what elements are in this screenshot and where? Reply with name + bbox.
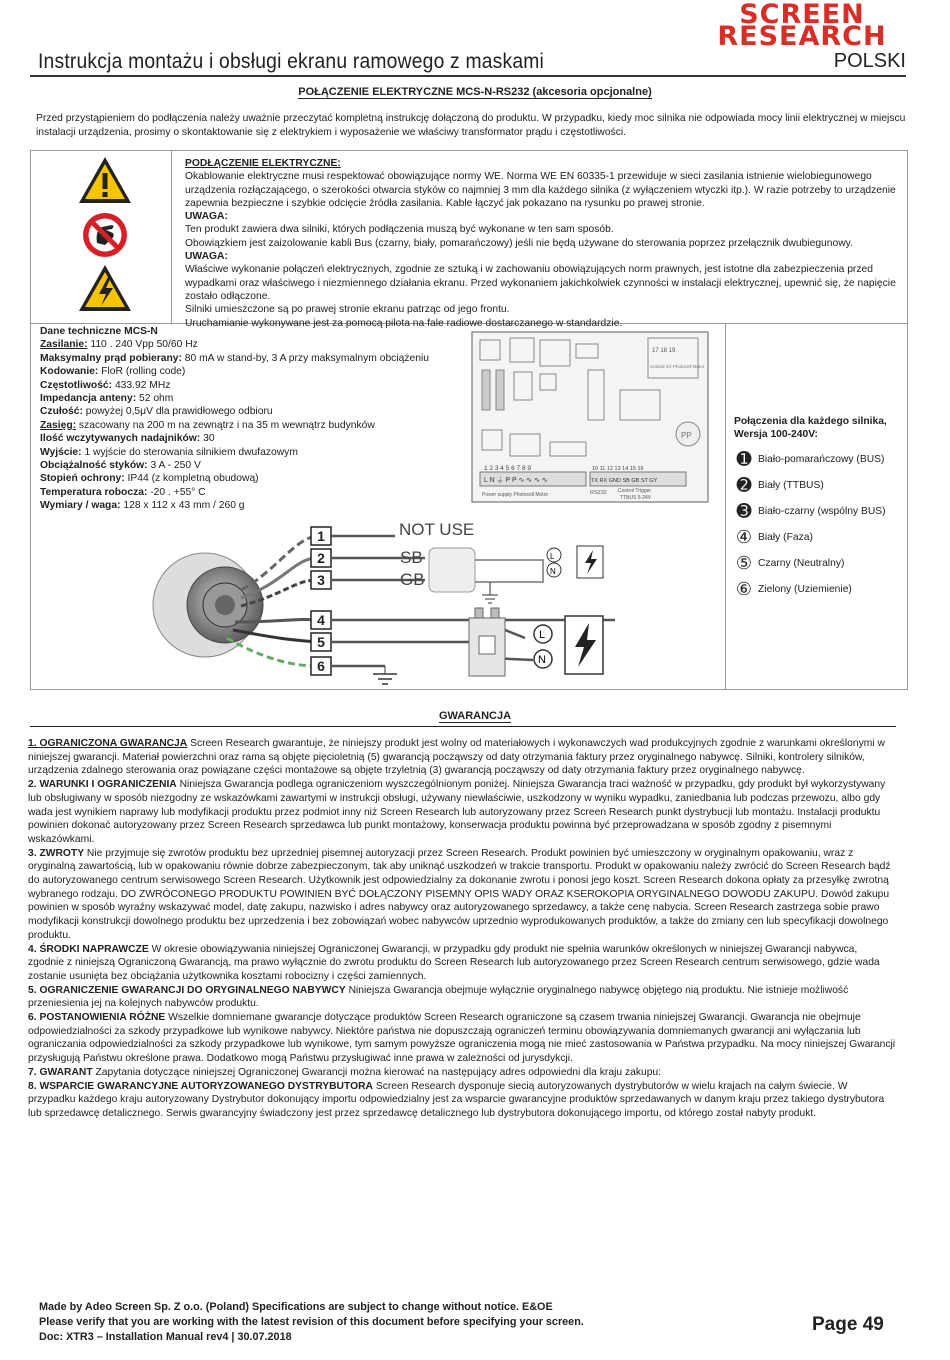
connection-p1: Okablowanie elektryczne musi respektować obowiązujące normy WE. Norma WE EN 60335-1 przewiduje w sieci zasilania istnienie wielobiegunowego urządzenia rozłączającego, o szerokości otwarcia styków co najmniej 3 mm dla każdego silnika (z wyłączeniem wtyczki itp.). W razie potrzeby to urządzenie zapewnia bezpieczne i szybkie odcięcie źródła zasilania. Kable łączyć jak pokazano na rysunku po prawej stronie. [185, 171, 896, 209]
legend-heading-1: Połączenia dla każdego silnika, [734, 416, 887, 427]
controller-board-diagram [470, 330, 710, 505]
switch-box [429, 548, 475, 592]
board-caption-left: Power supply Photocell Motor [482, 492, 549, 498]
legend-item: ⑥ Zielony (Uziemienie) [735, 578, 852, 599]
page-number: Page 49 [812, 1314, 884, 1335]
document-title: Instrukcja montażu i obsługi ekranu ramowego z maskami [38, 50, 545, 73]
wire-label-5: 5 [317, 634, 325, 650]
warranty-item: 7. GWARANT Zapytania dotyczące niniejszej Ograniczonej Gwarancji można kierować na następujący adres odpowiedni dla kraju zakupu: [28, 1066, 662, 1078]
high-voltage-icon [79, 265, 131, 311]
wiring-diagram [145, 510, 615, 688]
spec-row: Czułość: powyżej 0,5μV dla prawidłowego odbioru [40, 406, 273, 418]
warranty-item: 5. OGRANICZENIE GWARANCJI DO ORYGINALNEGO NABYWCY Niniejsza Gwarancja obejmuje wyłącznie oryginalnego nabywcę objętego nią produktu. Nie istnieje możliwość przeniesienia jej na kolejnych nabywców produktu. [28, 984, 849, 1010]
board-top-labels: 17 18 19 [652, 348, 676, 354]
spec-row: Wymiary / waga: 128 x 112 x 43 mm / 260 g [40, 500, 245, 512]
legend-item: ⑤ Czarny (Neutralny) [735, 552, 845, 573]
intro-paragraph: Przed przystąpieniem do podłączenia należy uważnie przeczytać kompletną instrukcję dołączoną do produktu. W przypadku, kiedy moc silnika nie odpowiada mocy linii elektrycznej w miejscu instalacji urządzenia, prosimy o skontaktowanie się z elektrykiem i wyposażenie we właściwy transformator prądu i częstotliwości. [36, 113, 906, 138]
logo-line1: SCREEN [739, 0, 865, 30]
section-title: POŁĄCZENIE ELEKTRYCZNE MCS-N-RS232 (akcesoria opcjonalne) [298, 86, 652, 98]
wire-label-6: 6 [317, 658, 325, 674]
warranty-item: 3. ZWROTY Nie przyjmuje się zwrotów produktu bez uprzedniej pisemnej autoryzacji przez Screen Research. Produkt powinien być umieszczony w oryginalnym opakowaniu, wraz z oryginalną zawartością, lub w opakowaniu równie dobrze zabezpieczonym, tak aby uniknąć uszkodzeń w trakcie transportu. Produkt w opakowaniu należy zwrócić do Screen Research bądź do autoryzowanego centrum serwisowego Screen Research. Użytkownik jest odpowiedzialny za dokonanie zwrotu i ponosi jego koszt. Screen Research dokona opłaty za przesyłkę zwrotną wybranego rodzaju. DO ZWRÓCONEGO PRODUKTU POWINIEN BYĆ DOŁĄCZONY PISEMNY OPIS WADY ORAZ KSEROKOPIA ORYGINALNEGO DOWODU ZAKUPU. Dowód zakupu powinien w sposób wyraźny wskazywać model, datę zakupu, nazwisko i adres nabywcy oraz autoryzowanego sprzedawcy, a także cenę nabycia. Screen Research zastrzega sobie prawo modyfikacji konstrukcji dowolnego produktu bez uprzedzenia i bez zobowiązań wobec nabywców uprzednio wyprodukowanych produktów, a także do zmiany cen lub specyfikacji dowolnego produktu. [28, 847, 891, 941]
wire-label-2: 2 [317, 550, 325, 566]
screen-research-logo [697, 0, 907, 52]
specs-title: Dane techniczne MCS-N [40, 326, 158, 337]
wire-color-legend [734, 415, 904, 602]
footer-line-1: Made by Adeo Screen Sp. Z o.o. (Poland) Specifications are subject to change without notice. E&OE [39, 1301, 553, 1313]
warranty-item: 6. POSTANOWIENIA RÓŻNE Wszelkie domniemane gwarancje dotyczące produktów Screen Research ograniczone są czasem trwania niniejszej Gwarancji. Gwarancja nie obejmuje odpowiedzialności za szkody przypadkowe lub wynikowe nabywcy. Niektóre państwa nie dopuszczają ograniczeń terminu obowiązywania domniemanych gwarancji ani wyłączania lub ograniczania odpowiedzialności za szkody przypadkowe lub wynikowe, tym samym powyższe ograniczenia mogą nie mieć zastosowania w Państwa przypadku. Na mocy niniejszej Gwarancji przysługują Państwu określone prawa. Dodatkowo mogą Państwu przysługiwać inne prawa w zależności od jurysdykcji. [28, 1012, 896, 1065]
small-l-label: L [550, 552, 555, 561]
board-sub-labels: Central SV Photocell Motor [650, 364, 705, 369]
technical-specs [40, 325, 440, 513]
warning-label-1: UWAGA: [185, 211, 228, 223]
small-n-label: N [550, 567, 556, 576]
spec-row: Ilość wczytywanych nadajników: 30 [40, 433, 215, 445]
connection-p5: Silniki umieszczone są po prawej stronie ekranu patrząc od jego frontu. [185, 304, 510, 316]
spec-row: Zasięg: szacowany na 200 m na zewnątrz i na 35 m wewnątrz budynków [40, 419, 375, 431]
warranty-item: 1. OGRANICZONA GWARANCJA Screen Research gwarantuje, że niniejszy produkt jest wolny od materiałowych i wykonawczych wad produkcyjnych zgodnie z warunkami określonymi w niniejszej gwarancji. Materiał powierzchni oraz rama są objęte pięcioletnią (5) gwarancją począwszy od daty otrzymania faktury przez oryginalnego nabywcę. Silniki, kontrolery silników, urządzenia zdalnego sterowania oraz powiązane części montażowe są objęte trzyletnią (3) gwarancją począwszy od daty otrzymania faktury przez oryginalnego nabywcę. [28, 738, 885, 777]
connection-heading: PODŁĄCZENIE ELEKTRYCZNE: [185, 158, 341, 169]
footer-line-2: Please verify that you are working with the latest revision of this document before specifying your screen. [39, 1316, 584, 1328]
header-rule [30, 75, 906, 77]
connection-p2: Ten produkt zawiera dwa silniki, których podłączenia muszą być wykonane w ten sam sposób. [185, 224, 614, 236]
warranty-item: 2. WARUNKI I OGRANICZENIA Niniejsza Gwarancja podlega ograniczeniom wyszczególnionym poniżej. Niniejsza Gwarancja traci ważność w przypadku, gdy produkt był wykorzystywany lub obsługiwany w sposób niezgodny ze wskazówkami zawartymi w instrukcji obsługi, używany niewłaściwie, uszkodzony w wyniku wypadku, zaniedbania lub podczas przewozu, albo gdy wada jest wynikiem naprawy lub modyfikacji produktu przez podmiot inny niż Screen Research lub autoryzowany przez Screen Research punkt dystrybucji lub montażu. Instalacji produktu powinien dokonać autoryzowany przez Screen Research sprzedawca lub punkt montażowy, konserwacja produktu powinna być przeprowadzana w sposób zgodny z pisemnymi wskazówkami. [28, 779, 886, 845]
legend-item: ➊ Biało-pomarańczowy (BUS) [736, 448, 885, 469]
footer-line-3: Doc: XTR3 – Installation Manual rev4 | 30.07.2018 [39, 1331, 292, 1343]
warning-triangle-icon [79, 157, 131, 203]
board-terminal-numbers-left: 1 2 3 4 5 6 7 8 9 [484, 465, 531, 472]
spec-row: Kodowanie: FloR (rolling code) [40, 366, 186, 378]
warranty-rule [30, 726, 896, 727]
legend-item: ➋ Biały (TTBUS) [736, 474, 824, 495]
warranty-text [28, 737, 896, 1121]
spec-row: Częstotliwość: 433.92 MHz [40, 379, 171, 391]
connection-p6: Uruchamianie wykonywane jest za pomocą pilota na fale radiowe dostarczanego w standardzie. [185, 317, 623, 329]
connection-p4: Właściwe wykonanie połączeń elektrycznych, zgodnie ze sztuką i w zachowaniu obowiązujących norm prawnych, jest istotne dla zabezpieczenia przed wypadkami oraz właściwego i niezmiennego działania ekranu. Przed wykonaniem jakichkolwiek czynności w instalacji elektrycznej, upewnić się, że napięcie zostało odłączone. [185, 264, 896, 302]
language-label: POLSKI [833, 50, 906, 72]
main-n-label: N [538, 654, 546, 666]
small-supply-symbols [475, 546, 603, 603]
connection-p3: Obowiązkiem jest zaizolowanie kabli Bus (czarny, biały, pomarańczowy) jeśli nie będą używane do sterowania poprzez przełącznik dwubiegunowy. [185, 237, 853, 249]
board-pp-label: PP [681, 431, 692, 440]
wire-label-3: 3 [317, 572, 325, 588]
spec-row: Stopień ochrony: IP44 (z kompletną obudową) [40, 473, 259, 485]
board-terminal-symbols-left: L N ⏚ P P ∿ ∿ ∿ ∿ [484, 477, 548, 484]
board-terminal-numbers-right: 10 11 12 13 14 15 16 [592, 466, 644, 472]
spec-row: Temperatura robocza: -20 . +55° C [40, 486, 206, 498]
wire-label-4: 4 [317, 612, 325, 628]
page-footer [39, 1300, 584, 1345]
warning-label-2: UWAGA: [185, 251, 228, 263]
board-control-label: Control Trigger [618, 488, 652, 494]
warranty-item: 8. WSPARCIE GWARANCYJNE AUTORYZOWANEGO DYSTRYBUTORA Screen Research dysponuje siecią autoryzowanych dystrybutorów w wielu krajach na całym świecie. W przypadku każdego kraju autoryzowany Dystrybutor dokonujący importu odpowiedzialny jest za wsparcie gwarancyjne produktów sprzedawanych w danym kraju przez takiego dystrybutora lub sprzedawcę detalicznego. Serwis gwarancyjny świadczony jest przez sprzedawcę detalicznego lub dystrybutora dokonującego importu, od którego został nabyty produkt. [28, 1080, 885, 1119]
spec-row: Maksymalny prąd pobierany: 80 mA w stand-by, 3 A przy maksymalnym obciążeniu [40, 352, 429, 364]
not-use-label: NOT USE [399, 520, 475, 539]
legend-item: ➌ Biało-czarny (wspólny BUS) [736, 500, 886, 521]
warranty-item: 4. ŚRODKI NAPRAWCZE W okresie obowiązywania niniejszej Ograniczonej Gwarancji, w przypadku gdy produkt nie spełnia warunków określonych w niniejszej Gwarancji nabywca, zgodnie z niniejszą Ograniczoną Gwarancją, ma prawo wyłącznie do zwrotu produktu do Screen Research lub autoryzowanego przez Screen Research centrum serwisowego, gdzie wada zostanie usunięta bez obciążania użytkownika kosztami robocizny i części zamiennych. [28, 943, 880, 982]
breaker-device [469, 608, 505, 676]
safety-icons [75, 153, 135, 323]
spec-row: Impedancja anteny: 52 ohm [40, 393, 174, 405]
board-ttbus-label: TTBUS 5-24V [620, 495, 652, 501]
no-touch-icon [83, 213, 127, 257]
legend-item: ④ Biały (Faza) [735, 526, 813, 547]
main-l-label: L [539, 629, 546, 641]
spec-row: Wyjście: 1 wyjście do sterowania silnikiem dwufazowym [40, 446, 298, 458]
board-terminal-symbols-right: TX RX GND SB GB ST GY [591, 478, 658, 484]
legend-heading-2: Wersja 100-240V: [734, 429, 818, 440]
logo-line2: RESEARCH [717, 21, 887, 52]
spec-row: Obciążalność styków: 3 A - 250 V [40, 460, 201, 472]
board-rs232-label: RS232 [590, 490, 607, 496]
warranty-heading: GWARANCJA [438, 710, 512, 722]
gb-label: GB [400, 570, 425, 589]
sb-label: SB [400, 548, 423, 567]
wire-label-1: 1 [317, 528, 325, 544]
spec-row: Zasilanie: 110 . 240 Vpp 50/60 Hz [40, 339, 198, 351]
connection-text [185, 157, 901, 330]
